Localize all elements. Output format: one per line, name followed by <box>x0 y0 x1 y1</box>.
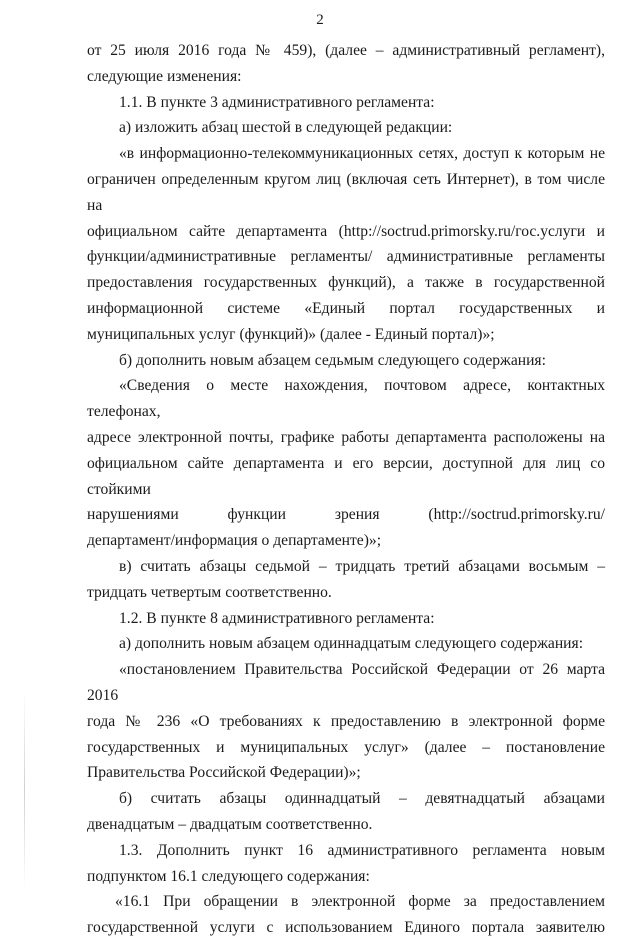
text-line: Правительства Российской Федерации)»; <box>87 764 361 782</box>
text-line: б) дополнить новым абзацем седьмым следующего содержания: <box>119 351 546 369</box>
text-line: государственной услуги с использованием Единого портала заявителю <box>87 919 605 937</box>
text-line: официальном сайте департамента (http://soctrud.primorsky.ru/гос.услуги и <box>87 222 605 240</box>
document-body <box>87 38 605 941</box>
text-line: ограничен определенным кругом лиц (включая сеть Интернет), в том числе на <box>87 170 605 214</box>
text-line: предоставления государственных функций), а также в государственной <box>87 274 605 292</box>
paragraph <box>87 38 605 90</box>
text-line: функции/административные регламенты/ административные регламенты <box>87 248 605 266</box>
text-line: двенадцатым – двадцатым соответственно. <box>87 815 373 833</box>
text-line: подпунктом 16.1 следующего содержания: <box>87 867 370 885</box>
paragraph <box>87 90 605 116</box>
text-line: нарушениями функции зрения (http://soctrud.primorsky.ru/ <box>87 506 605 524</box>
text-line: года № 236 «О требованиях к предоставлению в электронной форме <box>87 712 605 730</box>
text-line: государственных и муниципальных услуг» (далее – постановление <box>87 738 605 756</box>
page-number: 2 <box>316 12 324 28</box>
paragraph <box>87 373 605 554</box>
text-line: в) считать абзацы седьмой – тридцать третий абзацами восьмым – <box>119 557 605 575</box>
text-line: адресе электронной почты, графике работы департамента расположены на <box>87 428 605 446</box>
paragraph <box>87 889 605 941</box>
text-line: департамент/информация о департаменте)»; <box>87 532 382 550</box>
text-line: 1.2. В пункте 8 административного регламента: <box>119 609 435 627</box>
text-line: 1.1. В пункте 3 административного регламента: <box>119 93 435 111</box>
text-line: «Сведения о месте нахождения, почтовом адресе, контактных телефонах, <box>87 377 605 421</box>
paragraph <box>87 141 605 347</box>
paragraph <box>87 554 605 606</box>
paragraph <box>87 631 605 657</box>
paragraph <box>87 606 605 632</box>
paragraph <box>87 115 605 141</box>
text-line: б) считать абзацы одиннадцатый – девятнадцатый абзацами <box>119 790 605 808</box>
paragraph <box>87 838 605 890</box>
text-line: «постановлением Правительства Российской Федерации от 26 марта 2016 <box>87 661 605 704</box>
scan-artifact-line <box>24 690 25 890</box>
text-line: а) изложить абзац шестой в следующей редакции: <box>119 119 453 137</box>
paragraph <box>87 786 605 838</box>
text-line: от 25 июля 2016 года № 459), (далее – административный регламент), <box>87 42 605 59</box>
text-line: 1.3. Дополнить пункт 16 административного регламента новым <box>119 841 605 859</box>
paragraph <box>87 348 605 374</box>
text-line: «16.1 При обращении в электронной форме за предоставлением <box>115 893 605 911</box>
text-line: тридцать четвертым соответственно. <box>87 583 332 601</box>
text-line: официальном сайте департамента и его версии, доступной для лиц со стойкими <box>87 454 605 498</box>
text-line: следующие изменения: <box>87 67 242 85</box>
text-line: «в информационно-телекоммуникационных сетях, доступ к которым не <box>119 145 605 163</box>
text-line: информационной системе «Единый портал государственных и <box>87 299 605 317</box>
paragraph <box>87 657 605 786</box>
text-line: муниципальных услуг (функций)» (далее - Единый портал)»; <box>87 325 495 343</box>
text-line: а) дополнить новым абзацем одиннадцатым следующего содержания: <box>119 635 584 653</box>
